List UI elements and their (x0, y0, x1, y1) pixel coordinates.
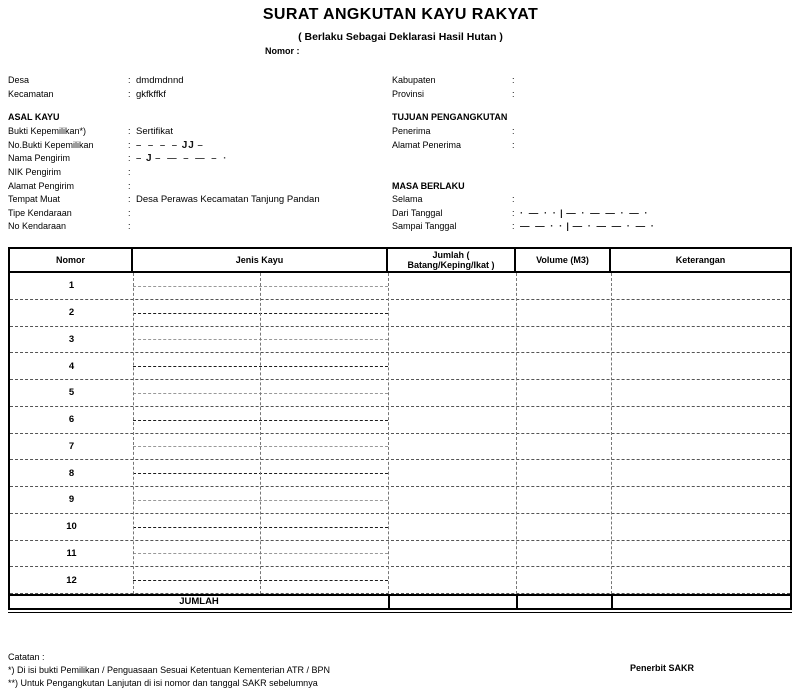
field-label: No.Bukti Kepemilikan (8, 140, 94, 150)
col-header-jumlah-line2: Batang/Keping/Ikat ) (407, 260, 495, 270)
field-bukti-kepemilikan (8, 126, 173, 137)
field-label: Tempat Muat (8, 194, 61, 204)
field-colon: : (128, 167, 131, 177)
table-row (10, 567, 790, 594)
field-selama (392, 194, 520, 205)
table-header-row (8, 247, 792, 273)
col-header-jumlah-line1: Jumlah ( (432, 250, 470, 260)
wood-table (8, 247, 792, 613)
document-subtitle: ( Berlaku Sebagai Deklarasi Hasil Hutan ) (298, 31, 503, 43)
field-alamat-penerima (392, 140, 520, 151)
column-divider (516, 273, 517, 594)
field-colon: : (128, 221, 131, 231)
field-colon: : (128, 181, 131, 191)
field-no-bukti-kepemilikan (8, 140, 205, 151)
table-row (10, 541, 790, 568)
column-divider (260, 273, 261, 594)
field-desa (8, 75, 184, 86)
field-label: Selama (392, 194, 423, 204)
field-colon: : (512, 208, 515, 218)
field-dari-tanggal (392, 208, 649, 219)
table-row (10, 300, 790, 327)
field-value: gkfkffkf (136, 89, 166, 100)
field-label: Alamat Pengirim (8, 181, 75, 191)
redacted-mark: — · — — · — · (566, 208, 650, 219)
field-value: dmdmdnnd (136, 75, 184, 86)
total-divider (388, 596, 390, 608)
row-number: 11 (66, 547, 77, 559)
column-divider (388, 273, 389, 594)
redacted-mark: – (197, 140, 205, 151)
redacted-mark: | (560, 208, 564, 218)
document-title: SURAT ANGKUTAN KAYU RAKYAT (262, 6, 539, 23)
field-asal-kayu (8, 112, 128, 123)
field-label: ASAL KAYU (8, 112, 60, 122)
row-number: 3 (68, 333, 75, 345)
field-penerima (392, 126, 520, 137)
table-bottom-line (8, 612, 792, 613)
row-number: 12 (66, 574, 77, 586)
total-label: JUMLAH (179, 596, 219, 607)
redacted-mark: — — · · (520, 221, 564, 232)
table-row (10, 273, 790, 300)
col-header-jenis-kayu: Jenis Kayu (133, 249, 388, 271)
field-label: Dari Tanggal (392, 208, 443, 218)
field-label: MASA BERLAKU (392, 181, 465, 191)
table-row (10, 460, 790, 487)
field-value-redacted (520, 208, 649, 219)
field-value: Sertifikat (136, 126, 173, 137)
table-row (10, 327, 790, 354)
field-value-redacted (136, 140, 205, 151)
col-header-volume: Volume (M3) (516, 249, 611, 271)
redacted-mark: – – – – (136, 140, 180, 151)
column-divider (611, 273, 612, 594)
redacted-mark: | (566, 221, 570, 231)
field-nama-pengirim (8, 153, 228, 164)
field-label: Tipe Kendaraan (8, 208, 72, 218)
row-number: 6 (68, 414, 75, 426)
footnote-1: *) Di isi bukti Pemilikan / Penguasaan Sesuai Ketentuan Kementerian ATR / BPN (8, 665, 331, 675)
table-row (10, 407, 790, 434)
field-tempat-muat (8, 194, 320, 205)
field-colon: : (512, 89, 515, 99)
field-colon: : (128, 208, 131, 218)
field-tipe-kendaraan (8, 208, 136, 219)
field-colon: : (128, 153, 131, 163)
redacted-mark: – — – — – · (155, 153, 229, 164)
row-number: 4 (68, 360, 75, 372)
field-alamat-pengirim (8, 181, 136, 192)
field-label: Alamat Penerima (392, 140, 462, 150)
field-sampai-tanggal (392, 221, 655, 232)
field-label: Kecamatan (8, 89, 54, 99)
catatan-label: Catatan : (8, 652, 45, 662)
redacted-mark: – (136, 153, 144, 164)
field-label: Desa (8, 75, 30, 85)
field-label: Nama Pengirim (8, 153, 71, 163)
field-label: Kabupaten (392, 75, 436, 85)
table-body (8, 273, 792, 594)
nomor-label: Nomor : (265, 46, 300, 56)
field-tujuan-pengangkutan (392, 112, 512, 123)
row-number: 1 (68, 280, 75, 292)
field-value-redacted (136, 153, 228, 164)
table-row (10, 434, 790, 461)
col-header-keterangan: Keterangan (675, 255, 726, 265)
field-colon: : (128, 89, 131, 99)
field-label: Bukti Kepemilikan*) (8, 126, 87, 136)
field-kecamatan (8, 89, 166, 100)
field-colon: : (512, 194, 515, 204)
field-colon: : (128, 140, 131, 150)
field-label: Penerima (392, 126, 431, 136)
field-masa-berlaku (392, 181, 512, 192)
field-colon: : (512, 140, 515, 150)
field-colon: : (512, 221, 515, 231)
table-row (10, 514, 790, 541)
field-nik-pengirim (8, 167, 136, 178)
redacted-mark: · — · · (520, 208, 558, 219)
footnote-2: **) Untuk Pengangkutan Lanjutan di isi nomor dan tanggal SAKR sebelumnya (8, 678, 318, 688)
row-number: 7 (68, 440, 75, 452)
col-header-nomor: Nomor (10, 249, 133, 271)
field-label: Sampai Tanggal (392, 221, 457, 231)
field-value-redacted (520, 221, 655, 232)
field-colon: : (512, 75, 515, 85)
field-no-kendaraan (8, 221, 136, 232)
redacted-mark: — · — — · — · (572, 221, 656, 232)
penerbit-sakr-label: Penerbit SAKR (630, 663, 695, 673)
field-colon: : (128, 194, 131, 204)
field-label: NIK Pengirim (8, 167, 62, 177)
field-colon: : (128, 126, 131, 136)
field-label: Provinsi (392, 89, 425, 99)
field-label: No Kendaraan (8, 221, 67, 231)
table-row (10, 487, 790, 514)
field-colon: : (512, 126, 515, 136)
redacted-mark: JJ (181, 140, 195, 151)
row-number: 10 (66, 521, 77, 533)
total-divider (516, 596, 518, 608)
column-divider (133, 273, 134, 594)
table-row (10, 380, 790, 407)
field-value: Desa Perawas Kecamatan Tanjung Pandan (136, 194, 320, 205)
row-number: 2 (68, 307, 75, 319)
row-number: 5 (68, 387, 75, 399)
row-number: 8 (68, 467, 75, 479)
redacted-mark: J (145, 153, 153, 164)
field-label: TUJUAN PENGANGKUTAN (392, 112, 508, 122)
row-number: 9 (68, 494, 75, 506)
col-header-jumlah (388, 249, 516, 271)
total-divider (611, 596, 613, 608)
field-colon: : (128, 75, 131, 85)
field-provinsi (392, 89, 520, 100)
table-total-row (8, 594, 792, 610)
table-row (10, 353, 790, 380)
field-kabupaten (392, 75, 520, 86)
